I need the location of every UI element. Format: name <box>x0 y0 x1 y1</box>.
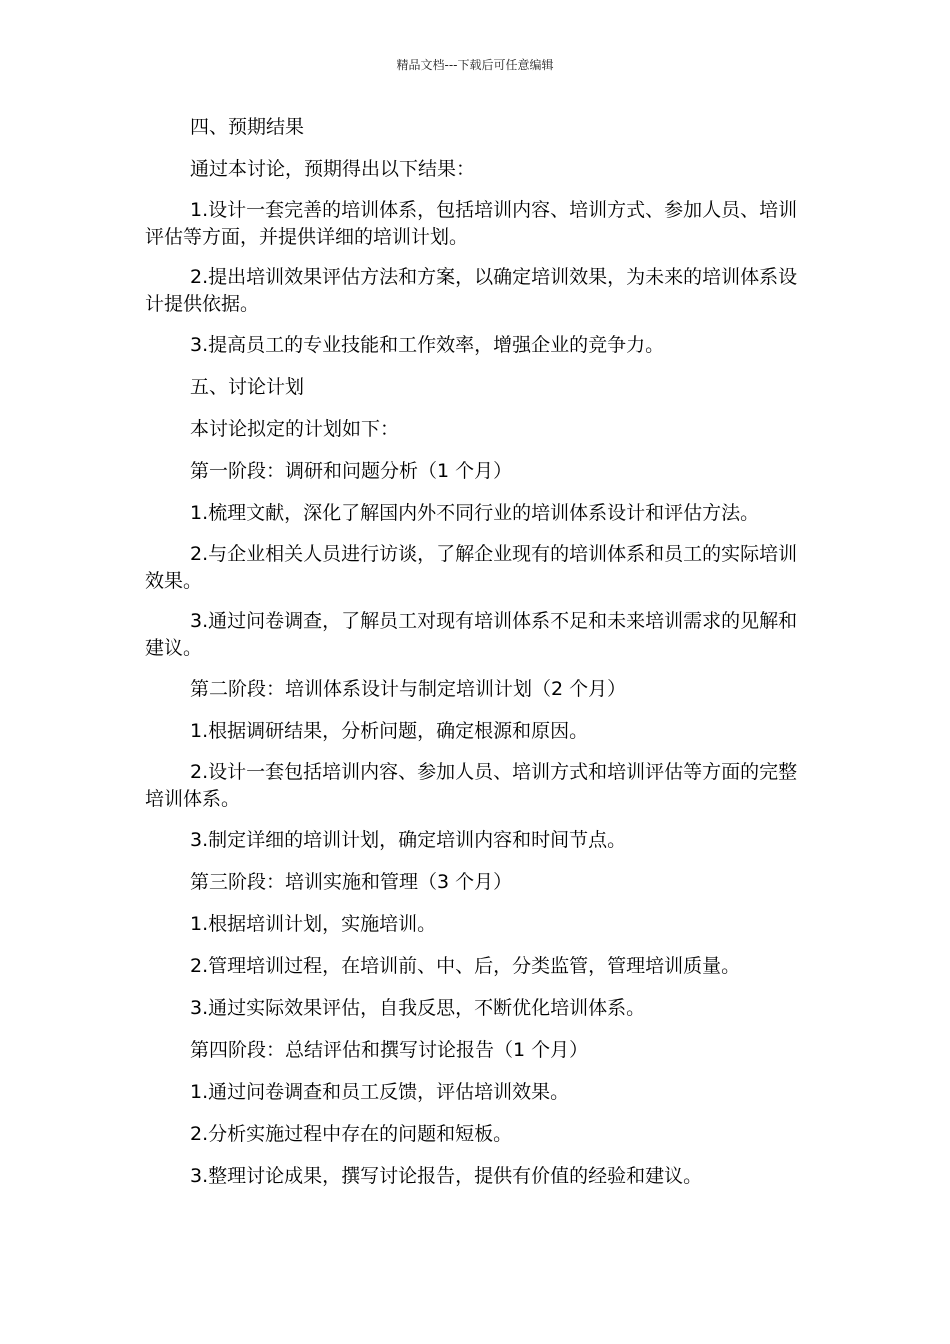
phase4-item-1: 1.通过问卷调查和员工反馈，评估培训效果。 <box>190 1081 570 1103</box>
section-heading-expected-results: 四、预期结果 <box>190 116 305 138</box>
page-header: 精品文档---下载后可任意编辑 <box>396 58 554 72</box>
phase3-item-2: 2.管理培训过程，在培训前、中、后，分类监管，管理培训质量。 <box>190 955 741 977</box>
phase-heading-1: 第一阶段：调研和问题分析（1 个月） <box>190 460 513 482</box>
phase1-item-2: 2.与企业相关人员进行访谈，了解企业现有的培训体系和员工的实际培训效果。 <box>145 543 798 592</box>
phase3-item-3: 3.通过实际效果评估，自我反思，不断优化培训体系。 <box>190 997 646 1019</box>
phase4-item-3: 3.整理讨论成果，撰写讨论报告，提供有价值的经验和建议。 <box>190 1165 703 1187</box>
phase1-item-1: 1.梳理文献，深化了解国内外不同行业的培训体系设计和评估方法。 <box>190 502 760 524</box>
paragraph-intro-results: 通过本讨论，预期得出以下结果： <box>190 158 476 180</box>
result-item-3: 3.提高员工的专业技能和工作效率，增强企业的竞争力。 <box>190 334 665 356</box>
phase2-item-3: 3.制定详细的培训计划，确定培训内容和时间节点。 <box>190 829 627 851</box>
paragraph-plan-intro: 本讨论拟定的计划如下： <box>190 418 400 440</box>
document-body <box>145 113 805 1204</box>
result-item-2: 2.提出培训效果评估方法和方案，以确定培训效果，为未来的培训体系设计提供依据。 <box>145 266 798 315</box>
phase2-item-1: 1.根据调研结果，分析问题，确定根源和原因。 <box>190 720 589 742</box>
result-item-1: 1.设计一套完善的培训体系，包括培训内容、培训方式、参加人员、培训评估等方面，并提供详细的培训计划。 <box>145 199 798 248</box>
phase-heading-3: 第三阶段：培训实施和管理（3 个月） <box>190 871 513 893</box>
phase-heading-4: 第四阶段：总结评估和撰写讨论报告（1 个月） <box>190 1039 589 1061</box>
phase-heading-2: 第二阶段：培训体系设计与制定培训计划（2 个月） <box>190 678 627 700</box>
phase3-item-1: 1.根据培训计划，实施培训。 <box>190 913 437 935</box>
phase2-item-2: 2.设计一套包括培训内容、参加人员、培训方式和培训评估等方面的完整培训体系。 <box>145 761 798 810</box>
phase4-item-2: 2.分析实施过程中存在的问题和短板。 <box>190 1123 513 1145</box>
phase1-item-3: 3.通过问卷调查，了解员工对现有培训体系不足和未来培训需求的见解和建议。 <box>145 610 798 659</box>
section-heading-discussion-plan: 五、讨论计划 <box>190 376 305 398</box>
